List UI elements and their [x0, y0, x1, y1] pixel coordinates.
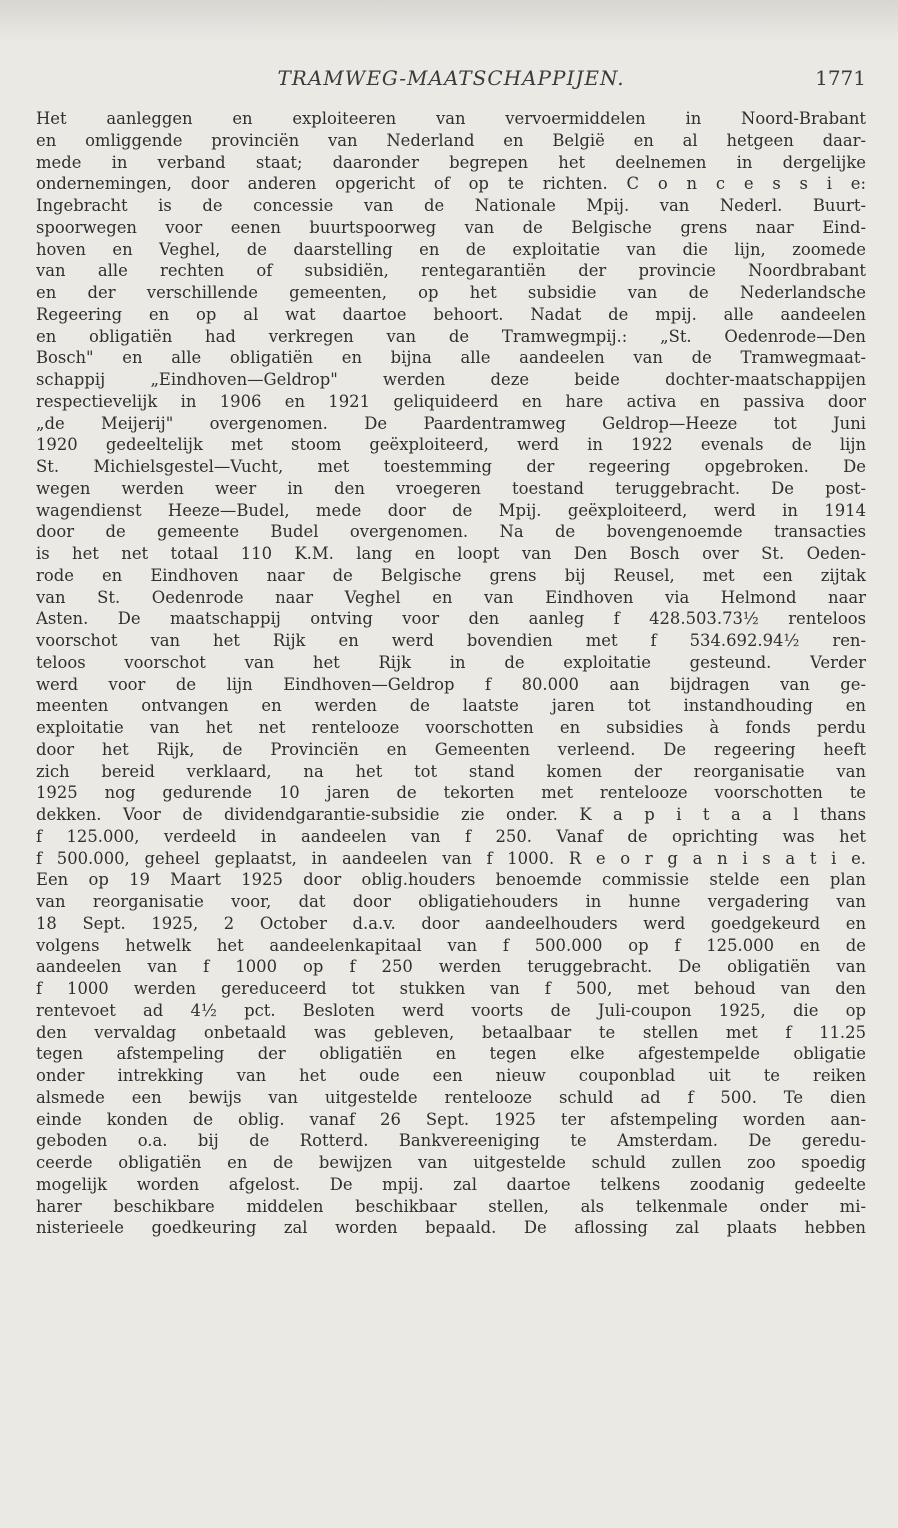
text-line: dekken. Voor de dividendgarantie-subsidie zie onder. K a p i t a a l thans: [36, 805, 866, 824]
text-line: hoven en Veghel, de daarstelling en de exploitatie van die lijn, zoomede: [36, 239, 866, 259]
text-line: respectievelijk in 1906 en 1921 geliquideerd en hare activa en passiva door: [36, 391, 866, 411]
text-line: mede in verband staat; daaronder begrepen het deelnemen in dergelijke: [36, 152, 866, 172]
text-line: door de gemeente Budel overgenomen. Na de bovengenoemde transacties: [36, 522, 866, 542]
text-line: 1925 nog gedurende 10 jaren de tekorten met rentelooze voorschotten te: [36, 783, 866, 803]
text-line: St. Michielsgestel—Vucht, met toestemming der regeering opgebroken. De: [36, 457, 866, 476]
page-header: [36, 66, 866, 96]
text-line: harer beschikbare middelen beschikbaar stellen, als telkenmale onder mi-: [36, 1196, 866, 1216]
text-line: rentevoet ad 4½ pct. Besloten werd voorts de Juli-coupon 1925, die op: [36, 1000, 866, 1020]
text-line: 1920 gedeeltelijk met stoom geëxploiteerd, werd in 1922 evenals de lijn: [36, 435, 866, 455]
text-line: Asten. De maatschappij ontving voor den aanleg f 428.503.73½ renteloos: [36, 609, 866, 629]
text-line: Ingebracht is de concessie van de Nationale Mpij. van Nederl. Buurt-: [36, 196, 866, 215]
text-line: exploitatie van het net rentelooze voorschotten en subsidies à fonds perdu: [36, 718, 866, 737]
text-line: f 1000 werden gereduceerd tot stukken van f 500, met behoud van den: [36, 979, 866, 998]
text-line: voorschot van het Rijk en werd bovendien met f 534.692.94½ ren-: [36, 631, 866, 650]
text-line: Een op 19 Maart 1925 door oblig.houders benoemde commissie stelde een plan: [36, 870, 866, 890]
page-top-shadow: [0, 0, 898, 42]
text-line: en omliggende provinciën van Nederland en België en al hetgeen daar-: [36, 130, 866, 150]
text-line: van reorganisatie voor, dat door obligatiehouders in hunne vergadering van: [36, 892, 866, 911]
running-title: TRAMWEG-MAATSCHAPPIJEN.: [277, 66, 625, 90]
text-line: Het aanleggen en exploiteeren van vervoermiddelen in Noord-Brabant: [36, 109, 866, 128]
text-line: f 125.000, verdeeld in aandeelen van f 250. Vanaf de oprichting was het: [36, 826, 866, 846]
text-line: ondernemingen, door anderen opgericht of op te richten. C o n c e s s i e:: [36, 174, 866, 194]
text-line: Bosch" en alle obligatiën en bijna alle aandeelen van de Tramwegmaat-: [36, 348, 866, 368]
text-line: f 500.000, geheel geplaatst, in aandeelen van f 1000. R e o r g a n i s a t i e.: [36, 848, 866, 868]
text-line: rode en Eindhoven naar de Belgische grens bij Reusel, met een zijtak: [36, 565, 866, 585]
text-line: ceerde obligatiën en de bewijzen van uitgestelde schuld zullen zoo spoedig: [36, 1153, 866, 1172]
text-line: „de Meijerij" overgenomen. De Paardentramweg Geldrop—Heeze tot Juni: [36, 413, 866, 433]
text-line: geboden o.a. bij de Rotterd. Bankvereeniging te Amsterdam. De geredu-: [36, 1131, 866, 1151]
text-line: meenten ontvangen en werden de laatste jaren tot instandhouding en: [36, 696, 866, 716]
text-line: alsmede een bewijs van uitgestelde rentelooze schuld ad f 500. Te dien: [36, 1087, 866, 1107]
text-line: spoorwegen voor eenen buurtspoorweg van de Belgische grens naar Eind-: [36, 217, 866, 237]
text-line: mogelijk worden afgelost. De mpij. zal daartoe telkens zoodanig gedeelte: [36, 1174, 866, 1194]
text-line: wegen werden weer in den vroegeren toestand teruggebracht. De post-: [36, 478, 866, 498]
text-line: is het net totaal 110 K.M. lang en loopt van Den Bosch over St. Oeden-: [36, 544, 866, 563]
text-line: zich bereid verklaard, na het tot stand komen der reorganisatie van: [36, 761, 866, 781]
body-text: [36, 108, 866, 1239]
text-line: tegen afstempeling der obligatiën en tegen elke afgestempelde obligatie: [36, 1044, 866, 1064]
text-line: wagendienst Heeze—Budel, mede door de Mpij. geëxploiteerd, werd in 1914: [36, 500, 866, 520]
text-line: nisterieele goedkeuring zal worden bepaald. De aflossing zal plaats hebben: [36, 1218, 866, 1238]
text-line: en obligatiën had verkregen van de Tramwegmpij.: „St. Oedenrode—Den: [36, 326, 866, 346]
text-line: schappij „Eindhoven—Geldrop" werden deze beide dochter-maatschappijen: [36, 370, 866, 389]
text-line: werd voor de lijn Eindhoven—Geldrop f 80.000 aan bijdragen van ge-: [36, 674, 866, 694]
text-line: teloos voorschot van het Rijk in de exploitatie gesteund. Verder: [36, 652, 866, 672]
page-number: 1771: [815, 66, 866, 90]
text-line: van alle rechten of subsidiën, rentegarantiën der provincie Noordbrabant: [36, 261, 866, 281]
text-line: Regeering en op al wat daartoe behoort. Nadat de mpij. alle aandeelen: [36, 304, 866, 324]
text-line: en der verschillende gemeenten, op het subsidie van de Nederlandsche: [36, 283, 866, 302]
text-line: aandeelen van f 1000 op f 250 werden teruggebracht. De obligatiën van: [36, 957, 866, 977]
text-line: onder intrekking van het oude een nieuw couponblad uit te reiken: [36, 1066, 866, 1085]
text-line: volgens hetwelk het aandeelenkapitaal van f 500.000 op f 125.000 en de: [36, 935, 866, 955]
text-line: door het Rijk, de Provinciën en Gemeenten verleend. De regeering heeft: [36, 739, 866, 759]
text-line: einde konden de oblig. vanaf 26 Sept. 1925 ter afstempeling worden aan-: [36, 1109, 866, 1129]
text-line: 18 Sept. 1925, 2 October d.a.v. door aandeelhouders werd goedgekeurd en: [36, 913, 866, 933]
text-line: den vervaldag onbetaald was gebleven, betaalbaar te stellen met f 11.25: [36, 1022, 866, 1042]
text-line: van St. Oedenrode naar Veghel en van Eindhoven via Helmond naar: [36, 587, 866, 607]
